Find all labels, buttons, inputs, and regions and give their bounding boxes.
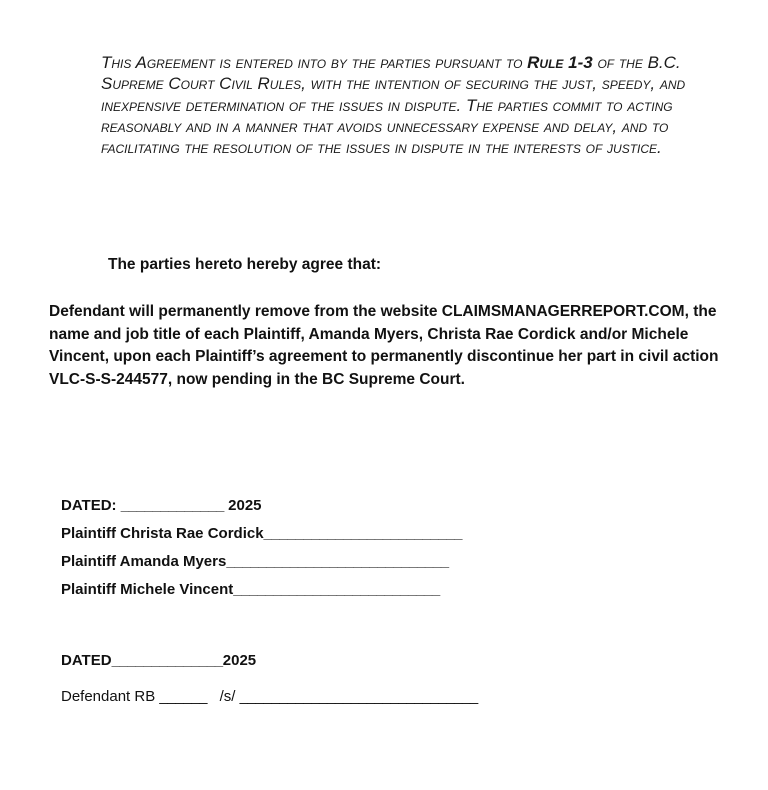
signature-blank[interactable]: ______________________________ bbox=[239, 688, 478, 705]
signature-blank[interactable]: __________________________ bbox=[233, 581, 440, 598]
dated-year: 2025 bbox=[222, 652, 257, 669]
preamble-paragraph bbox=[101, 52, 691, 158]
initial-blank[interactable]: ______ bbox=[159, 688, 208, 705]
dated-blank[interactable]: _____________ bbox=[120, 497, 224, 514]
defendant-dated-line bbox=[61, 647, 478, 675]
defendant-signature-block bbox=[61, 647, 478, 711]
agreement-terms: Defendant will permanently remove from the website CLAIMSMANAGERREPORT.COM, the name and job title of each Plaintiff, Amanda Myers, Christa Rae Cordick and/or Michele Vincent, upon each Plaintiff’s agreement to permanently discontinue her part in civil action VLC-S-S-244577, now pending in the BC Supreme Court. bbox=[49, 303, 719, 388]
plaintiff-label: Plaintiff Amanda Myers bbox=[61, 553, 227, 570]
preamble-lead: This Agreement is entered into by the parties pursuant to bbox=[101, 53, 528, 72]
plaintiff-signature-line-myers bbox=[61, 548, 462, 576]
plaintiff-signature-block bbox=[61, 492, 462, 604]
preamble-rest: of the B.C. Supreme Court Civil Rules, with the intention of securing the just, speedy, and inexpensive determination of the issues in dispute. The parties commit to acting reasonably and in a manner that avoids unnecessary expense and delay, and to facilitating the resolution of the issues in dispute in the interests of justice. bbox=[101, 53, 686, 158]
plaintiff-dated-line bbox=[61, 492, 462, 520]
rule-reference: Rule 1-3 bbox=[527, 53, 593, 72]
defendant-label: Defendant RB bbox=[61, 688, 156, 705]
dated-label: DATED bbox=[61, 652, 112, 669]
plaintiff-label: Plaintiff Christa Rae Cordick bbox=[61, 525, 264, 542]
signature-blank[interactable]: _________________________ bbox=[263, 525, 463, 542]
agreement-intro: The parties hereto hereby agree that: bbox=[108, 256, 382, 273]
plaintiff-signature-line-cordick bbox=[61, 520, 462, 548]
dated-year: 2025 bbox=[228, 497, 262, 514]
signature-blank[interactable]: ____________________________ bbox=[226, 553, 449, 570]
plaintiff-signature-line-vincent bbox=[61, 576, 462, 604]
defendant-signature-line bbox=[61, 683, 478, 711]
signature-mark: /s/ bbox=[219, 688, 236, 705]
dated-label: DATED: bbox=[61, 497, 117, 514]
dated-blank[interactable]: ______________ bbox=[111, 652, 223, 669]
plaintiff-label: Plaintiff Michele Vincent bbox=[61, 581, 234, 598]
